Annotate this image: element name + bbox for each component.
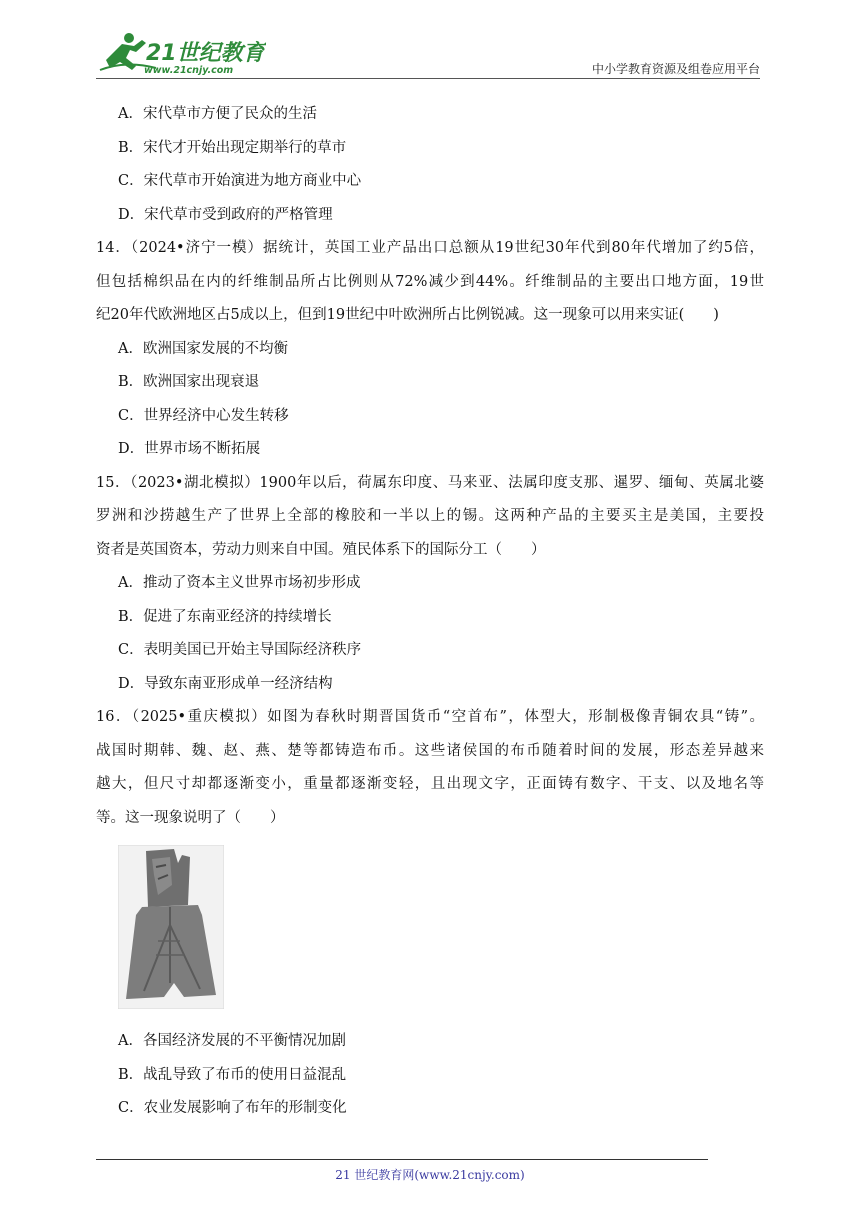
q16-stem-line-1: 16．（2025•重庆模拟）如图为春秋时期晋国货币“空首布”，体型大，形制极像青铜农具“铸”。 [96,709,764,725]
q16-option-b: B．战乱导致了布币的使用日益混乱 [118,1066,347,1083]
q14-stem-line-1: 14．（2024•济宁一模）据统计，英国工业产品出口总额从19世纪30年代到80年代增加了约5倍， [96,240,764,256]
header-platform-text: 中小学教育资源及组卷应用平台 [591,62,760,76]
q16-stem-line-3: 越大，但尺寸却都逐渐变小，重量都逐渐变轻，且出现文字，正面铸有数字、干支、以及地名等 [96,776,764,792]
q14-option-b: B．欧洲国家出现衰退 [118,374,260,390]
q15-stem-line-2: 罗洲和沙捞越生产了世界上全部的橡胶和一半以上的锡。这两种产品的主要买主是美国，主要投 [96,508,764,524]
q16-option-a: A．各国经济发展的不平衡情况加剧 [118,1033,346,1049]
q15-option-b: B．促进了东南亚经济的持续增长 [118,608,332,625]
q14-stem-line-2: 但包括棉织品在内的纤维制品所占比例则从72%减少到44%。纤维制品的主要出口地方面，19世 [96,273,764,290]
q13-option-d: D．宋代草市受到政府的严格管理 [118,206,333,223]
page-header [96,30,760,78]
q16-stem-line-2: 战国时期韩、魏、赵、燕、楚等都铸造布币。这些诸侯国的布币随着时间的发展，形态差异越来 [96,742,764,759]
q14-stem-line-3: 纪20年代欧洲地区占5成以上，但到19世纪中叶欧洲所占比例锐减。这一现象可以用来实证( ) [96,307,719,323]
q13-option-b: B．宋代才开始出现定期举行的草市 [118,139,347,156]
q15-option-c: C．表明美国已开始主导国际经济秩序 [118,642,362,658]
q15-option-d: D．导致东南亚形成单一经济结构 [118,675,333,692]
q15-stem-line-3: 资者是英国资本，劳动力则来自中国。殖民体系下的国际分工（ ） [96,541,546,558]
q15-stem-line-1: 15．（2023•湖北模拟）1900年以后，荷属东印度、马来亚、法属印度支那、暹罗、缅甸、英属北婆 [96,474,764,491]
spade-coin-image [118,845,224,1009]
svg-text:21世纪教育: 21世纪教育 [146,41,265,66]
svg-text:www.21cnjy.com: www.21cnjy.com [144,65,234,76]
q15-option-a: A．推动了资本主义世界市场初步形成 [118,575,361,591]
site-logo [96,30,266,76]
q13-option-a: A．宋代草市方便了民众的生活 [118,106,317,122]
header-divider [96,78,760,79]
q14-option-d: D．世界市场不断拓展 [118,441,261,457]
q16-stem-line-4: 等。这一现象说明了（ ） [96,809,285,826]
footer-divider [96,1159,708,1160]
q14-option-a: A．欧洲国家发展的不均衡 [118,340,288,357]
page-footer: 21 世纪教育网(www.21cnjy.com) [335,1168,525,1182]
q14-option-c: C．世界经济中心发生转移 [118,407,289,424]
document-body [96,98,764,1126]
q13-option-c: C．宋代草市开始演进为地方商业中心 [118,173,362,189]
q16-option-c: C．农业发展影响了布年的形制变化 [118,1100,347,1116]
